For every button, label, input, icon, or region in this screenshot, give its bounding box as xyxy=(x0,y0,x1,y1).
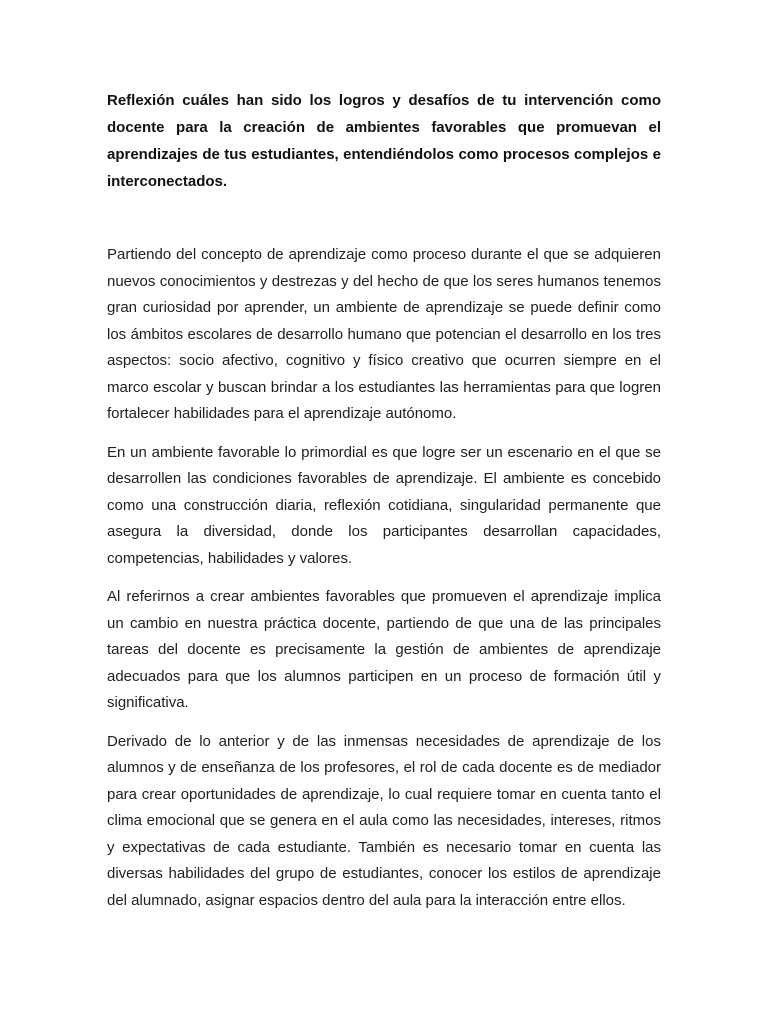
paragraph-4: Derivado de lo anterior y de las inmensas necesidades de aprendizaje de los alumnos y de enseñanza de los profesores, el rol de cada docente es de mediador para crear oportunidades de aprendizaje, lo cual requiere tomar en cuenta tanto el clima emocional que se genera en el aula como las necesidades, intereses, ritmos y expectativas de cada estudiante. También es necesario tomar en cuenta las diversas habilidades del grupo de estudiantes, conocer los estilos de aprendizaje del alumnado, asignar espacios dentro del aula para la interacción entre ellos. xyxy=(107,732,661,909)
paragraph-3: Al referirnos a crear ambientes favorables que promueven el aprendizaje implica un cambio en nuestra práctica docente, partiendo de que una de las principales tareas del docente es precisamente la gestión de ambientes de aprendizaje adecuados para que los alumnos participen en un proceso de formación útil y significativa. xyxy=(107,588,661,711)
document-heading: Reflexión cuáles han sido los logros y desafíos de tu intervención como docente para la creación de ambientes favorables que promuevan el aprendizajes de tus estudiantes, entendiéndolos como procesos complejos e interconectados. xyxy=(107,92,661,190)
paragraph-1: Partiendo del concepto de aprendizaje como proceso durante el que se adquieren nuevos conocimientos y destrezas y del hecho de que los seres humanos tenemos gran curiosidad por aprender, un ambiente de aprendizaje se puede definir como los ámbitos escolares de desarrollo humano que potencian el desarrollo en los tres aspectos: socio afectivo, cognitivo y físico creativo que ocurren siempre en el marco escolar y buscan brindar a los estudiantes las herramientas para que logren fortalecer habilidades para el aprendizaje autónomo. xyxy=(107,246,661,422)
paragraph-2: En un ambiente favorable lo primordial es que logre ser un escenario en el que se desarrollen las condiciones favorables de aprendizaje. El ambiente es concebido como una construcción diaria, reflexión cotidiana, singularidad permanente que asegura la diversidad, donde los participantes desarrollan capacidades, competencias, habilidades y valores. xyxy=(107,443,661,567)
document-page xyxy=(107,87,661,926)
